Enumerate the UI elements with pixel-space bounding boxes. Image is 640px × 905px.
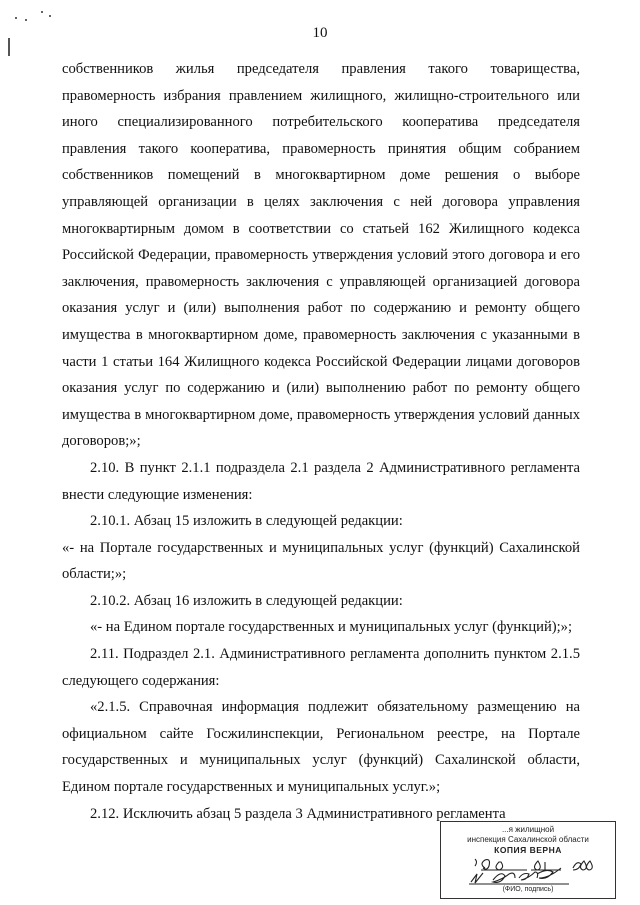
certification-stamp [440, 821, 616, 899]
paragraph-continuation: собственников жилья председателя правления такого товарищества, правомерность избрания правлением жилищного, жилищно-строительного или иного специализированного потребительского кооператива председателя правления такого кооператива, правомерность принятия общим собранием собственников помещений в многоквартирном доме решения о выборе управляющей организации в целях заключения с ней договора управления многоквартирным домом в соответствии со статьей 162 Жилищного кодекса Российской Федерации, правомерность утверждения условий этого договора и его заключения, правомерность заключения с управляющей организацией договора оказания услуг и (или) выполнения работ по содержанию и ремонту общего имущества в многоквартирном доме, правомерность заключения с указанными в части 1 статьи 164 Жилищного кодекса Российской Федерации лицами договоров оказания услуг по содержанию и (или) выполнению работ по ремонту общего имущества в многоквартирном доме, правомерность утверждения условий данных договоров;»; [62, 61, 580, 450]
page-number: 10 [312, 25, 328, 41]
stamp-org-line-2: инспекция Сахалинской области [467, 835, 589, 844]
paragraph-2-10-2: 2.10.2. Абзац 16 изложить в следующей редакции: [90, 592, 403, 609]
stamp-copy-true: КОПИЯ ВЕРНА [494, 845, 562, 855]
paragraph-2-10: 2.10. В пункт 2.1.1 подраздела 2.1 раздела 2 Административного регламента внести следующие изменения: [62, 459, 580, 503]
stamp-org-line-1: ...я жилищной [501, 825, 555, 834]
document-body [62, 56, 580, 827]
paragraph-quote-abzac-15: «- на Портале государственных и муниципальных услуг (функций) Сахалинской области;»; [62, 539, 580, 583]
paragraph-2-10-1: 2.10.1. Абзац 15 изложить в следующей редакции: [90, 513, 403, 530]
handwritten-date-signature [441, 822, 617, 900]
paragraph-2-11: 2.11. Подраздел 2.1. Административного регламента дополнить пунктом 2.1.5 следующего содержания: [62, 646, 580, 689]
paragraph-quote-abzac-16: «- на Едином портале государственных и муниципальных услуг (функций);»; [90, 619, 573, 636]
paragraph-2-1-5: «2.1.5. Справочная информация подлежит обязательному размещению на официальном сайте Госжилинспекции, Региональном реестре, на Портале государственных и муниципальных услуг (функций) Сахалинской области, Едином портале государственных и муниципальных услуг.»; [62, 699, 580, 796]
stamp-name-signature-caption: (ФИО, подпись) [502, 886, 554, 893]
paragraph-2-12: 2.12. Исключить абзац 5 раздела 3 Административного регламента [90, 805, 506, 822]
